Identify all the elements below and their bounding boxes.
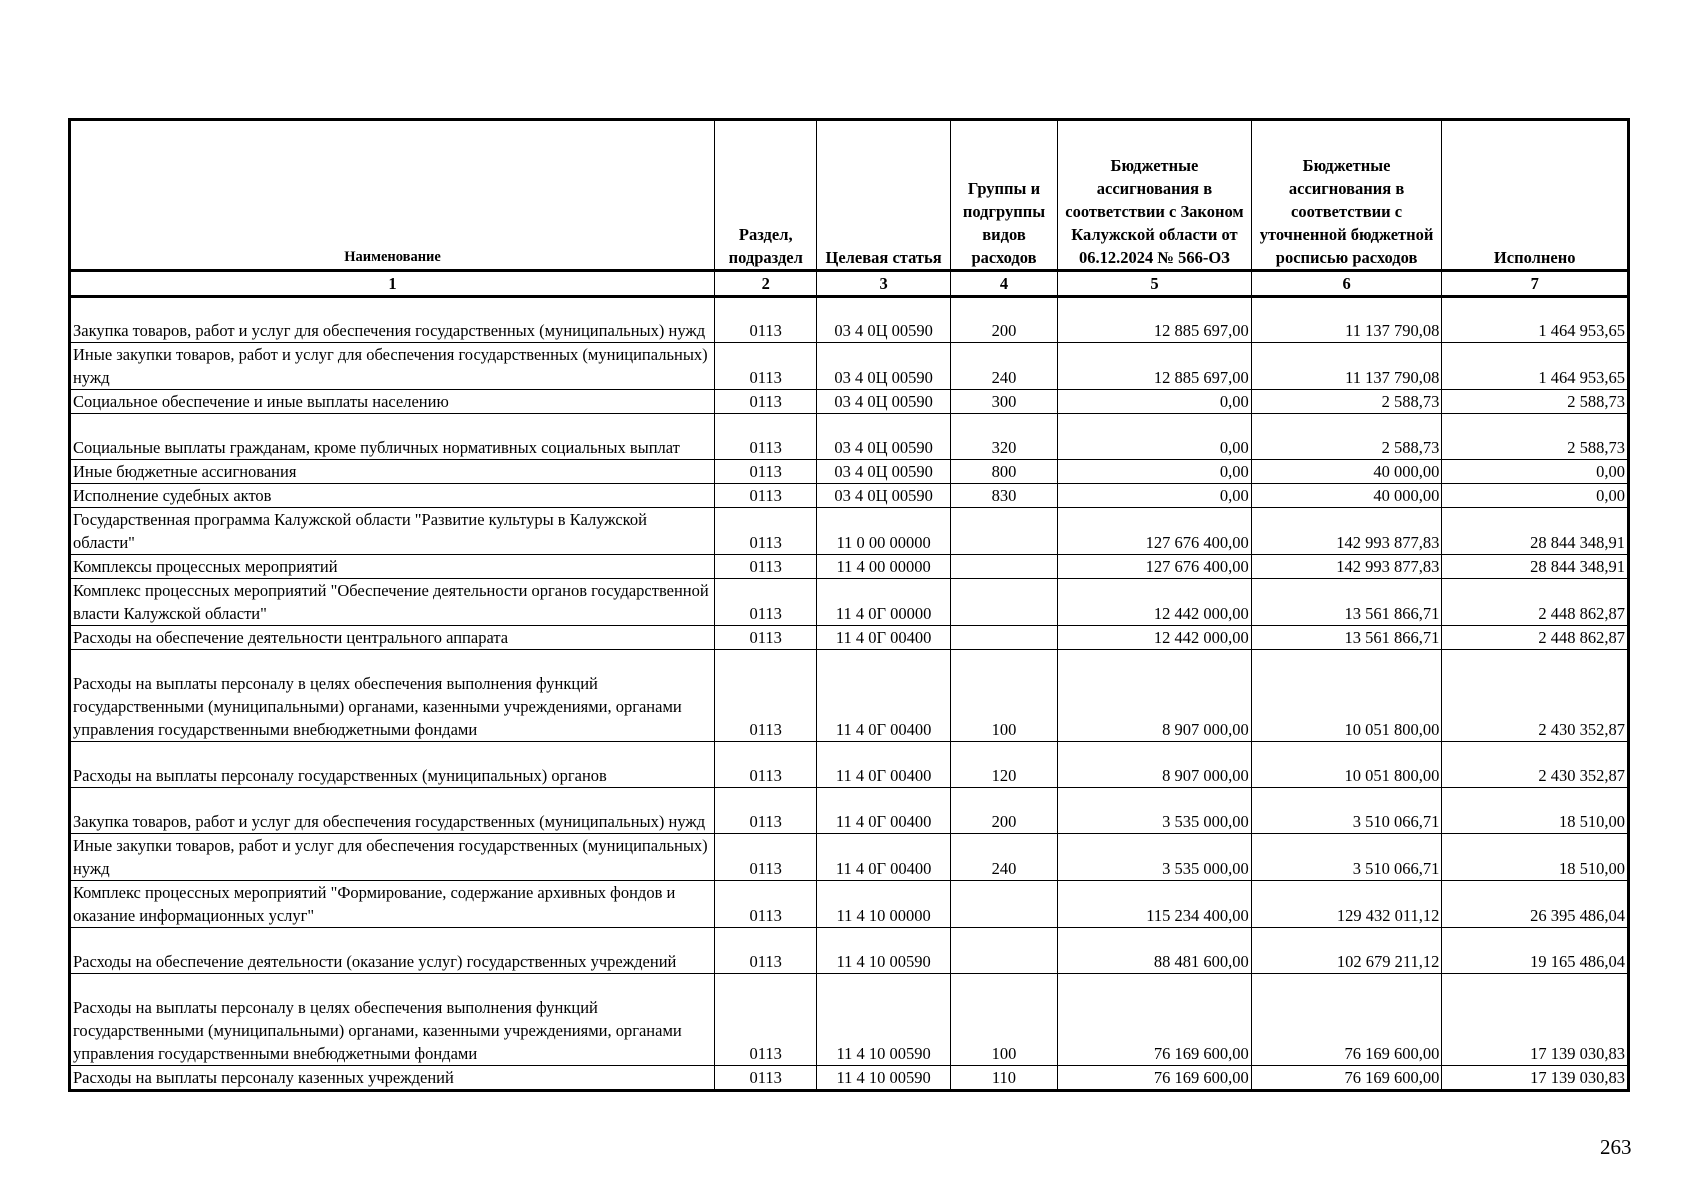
row-expense-group: 100 <box>950 650 1057 742</box>
row-target-article: 03 4 0Ц 00590 <box>817 414 950 460</box>
row-refined-amount: 142 993 877,83 <box>1251 555 1442 579</box>
row-refined-amount: 40 000,00 <box>1251 460 1442 484</box>
column-number: 6 <box>1251 271 1442 297</box>
row-name: Социальное обеспечение и иные выплаты населению <box>70 390 715 414</box>
row-target-article: 11 4 0Г 00400 <box>817 650 950 742</box>
row-executed-amount: 2 588,73 <box>1442 414 1629 460</box>
row-target-article: 03 4 0Ц 00590 <box>817 390 950 414</box>
row-target-article: 03 4 0Ц 00590 <box>817 484 950 508</box>
table-row <box>70 974 1629 1066</box>
column-number: 2 <box>715 271 817 297</box>
row-expense-group <box>950 579 1057 626</box>
row-law-amount: 3 535 000,00 <box>1058 788 1252 834</box>
row-executed-amount: 18 510,00 <box>1442 834 1629 881</box>
table-row <box>70 1066 1629 1091</box>
row-refined-amount: 3 510 066,71 <box>1251 834 1442 881</box>
row-refined-amount: 76 169 600,00 <box>1251 1066 1442 1091</box>
header-section: Раздел, подраздел <box>715 120 817 271</box>
row-executed-amount: 17 139 030,83 <box>1442 974 1629 1066</box>
column-number: 7 <box>1442 271 1629 297</box>
row-law-amount: 3 535 000,00 <box>1058 834 1252 881</box>
row-section: 0113 <box>715 928 817 974</box>
row-law-amount: 0,00 <box>1058 414 1252 460</box>
row-refined-amount: 76 169 600,00 <box>1251 974 1442 1066</box>
row-section: 0113 <box>715 579 817 626</box>
row-section: 0113 <box>715 297 817 343</box>
budget-table <box>68 118 1630 1092</box>
row-executed-amount: 2 430 352,87 <box>1442 650 1629 742</box>
row-name: Расходы на выплаты персоналу в целях обеспечения выполнения функций государственными (муниципальными) органами, казенными учреждениями, органами управления государственными внебюджетными фондами <box>70 650 715 742</box>
row-name: Исполнение судебных актов <box>70 484 715 508</box>
row-name: Расходы на выплаты персоналу государственных (муниципальных) органов <box>70 742 715 788</box>
row-refined-amount: 3 510 066,71 <box>1251 788 1442 834</box>
row-name: Закупка товаров, работ и услуг для обеспечения государственных (муниципальных) нужд <box>70 297 715 343</box>
column-number: 4 <box>950 271 1057 297</box>
row-target-article: 11 4 10 00590 <box>817 1066 950 1091</box>
row-executed-amount: 0,00 <box>1442 484 1629 508</box>
row-executed-amount: 2 588,73 <box>1442 390 1629 414</box>
row-law-amount: 12 442 000,00 <box>1058 579 1252 626</box>
table-row <box>70 928 1629 974</box>
row-refined-amount: 11 137 790,08 <box>1251 297 1442 343</box>
table-row <box>70 626 1629 650</box>
table-row <box>70 555 1629 579</box>
row-expense-group: 120 <box>950 742 1057 788</box>
row-refined-amount: 2 588,73 <box>1251 414 1442 460</box>
row-target-article: 03 4 0Ц 00590 <box>817 460 950 484</box>
table-row <box>70 508 1629 555</box>
row-executed-amount: 19 165 486,04 <box>1442 928 1629 974</box>
row-law-amount: 76 169 600,00 <box>1058 1066 1252 1091</box>
table-row <box>70 650 1629 742</box>
row-expense-group <box>950 928 1057 974</box>
row-section: 0113 <box>715 460 817 484</box>
row-expense-group: 300 <box>950 390 1057 414</box>
row-section: 0113 <box>715 742 817 788</box>
table-row <box>70 460 1629 484</box>
row-section: 0113 <box>715 343 817 390</box>
row-name: Расходы на выплаты персоналу казенных учреждений <box>70 1066 715 1091</box>
row-refined-amount: 102 679 211,12 <box>1251 928 1442 974</box>
row-name: Иные бюджетные ассигнования <box>70 460 715 484</box>
row-section: 0113 <box>715 1066 817 1091</box>
row-target-article: 11 4 0Г 00400 <box>817 788 950 834</box>
row-target-article: 11 4 0Г 00400 <box>817 834 950 881</box>
row-name: Иные закупки товаров, работ и услуг для обеспечения государственных (муниципальных) нужд <box>70 834 715 881</box>
row-law-amount: 0,00 <box>1058 390 1252 414</box>
row-target-article: 11 0 00 00000 <box>817 508 950 555</box>
row-target-article: 03 4 0Ц 00590 <box>817 343 950 390</box>
row-target-article: 11 4 10 00000 <box>817 881 950 928</box>
row-expense-group: 200 <box>950 297 1057 343</box>
column-number: 3 <box>817 271 950 297</box>
row-expense-group <box>950 626 1057 650</box>
header-refined: Бюджетные ассигнования в соответствии с уточненной бюджетной росписью расходов <box>1251 120 1442 271</box>
row-refined-amount: 10 051 800,00 <box>1251 742 1442 788</box>
row-executed-amount: 2 448 862,87 <box>1442 579 1629 626</box>
row-expense-group: 320 <box>950 414 1057 460</box>
row-law-amount: 8 907 000,00 <box>1058 742 1252 788</box>
column-number: 5 <box>1058 271 1252 297</box>
row-executed-amount: 1 464 953,65 <box>1442 297 1629 343</box>
row-expense-group: 100 <box>950 974 1057 1066</box>
row-expense-group: 800 <box>950 460 1057 484</box>
row-executed-amount: 17 139 030,83 <box>1442 1066 1629 1091</box>
row-refined-amount: 142 993 877,83 <box>1251 508 1442 555</box>
row-law-amount: 8 907 000,00 <box>1058 650 1252 742</box>
row-name: Расходы на обеспечение деятельности (оказание услуг) государственных учреждений <box>70 928 715 974</box>
row-expense-group: 240 <box>950 343 1057 390</box>
table-row <box>70 742 1629 788</box>
row-law-amount: 88 481 600,00 <box>1058 928 1252 974</box>
row-name: Расходы на обеспечение деятельности центрального аппарата <box>70 626 715 650</box>
header-row <box>70 120 1629 271</box>
row-target-article: 11 4 0Г 00400 <box>817 626 950 650</box>
row-name: Иные закупки товаров, работ и услуг для обеспечения государственных (муниципальных) нужд <box>70 343 715 390</box>
row-refined-amount: 13 561 866,71 <box>1251 579 1442 626</box>
table-row <box>70 390 1629 414</box>
row-law-amount: 12 885 697,00 <box>1058 343 1252 390</box>
row-name: Социальные выплаты гражданам, кроме публичных нормативных социальных выплат <box>70 414 715 460</box>
row-law-amount: 115 234 400,00 <box>1058 881 1252 928</box>
row-law-amount: 12 442 000,00 <box>1058 626 1252 650</box>
row-target-article: 11 4 10 00590 <box>817 928 950 974</box>
row-executed-amount: 2 430 352,87 <box>1442 742 1629 788</box>
row-target-article: 11 4 0Г 00000 <box>817 579 950 626</box>
row-section: 0113 <box>715 555 817 579</box>
row-section: 0113 <box>715 834 817 881</box>
column-number-row <box>70 271 1629 297</box>
row-law-amount: 0,00 <box>1058 460 1252 484</box>
row-refined-amount: 13 561 866,71 <box>1251 626 1442 650</box>
row-expense-group <box>950 881 1057 928</box>
row-section: 0113 <box>715 414 817 460</box>
page-number: 263 <box>1600 1135 1632 1159</box>
row-section: 0113 <box>715 508 817 555</box>
row-refined-amount: 10 051 800,00 <box>1251 650 1442 742</box>
row-target-article: 11 4 10 00590 <box>817 974 950 1066</box>
row-law-amount: 127 676 400,00 <box>1058 555 1252 579</box>
row-expense-group <box>950 508 1057 555</box>
row-section: 0113 <box>715 881 817 928</box>
row-law-amount: 0,00 <box>1058 484 1252 508</box>
row-refined-amount: 40 000,00 <box>1251 484 1442 508</box>
row-executed-amount: 18 510,00 <box>1442 788 1629 834</box>
row-section: 0113 <box>715 650 817 742</box>
row-target-article: 03 4 0Ц 00590 <box>817 297 950 343</box>
row-executed-amount: 1 464 953,65 <box>1442 343 1629 390</box>
row-law-amount: 12 885 697,00 <box>1058 297 1252 343</box>
header-law: Бюджетные ассигнования в соответствии с Законом Калужской области от 06.12.2024 № 566-ОЗ <box>1058 120 1252 271</box>
row-section: 0113 <box>715 788 817 834</box>
row-name: Комплекс процессных мероприятий "Формирование, содержание архивных фондов и оказание информационных услуг" <box>70 881 715 928</box>
table-row <box>70 834 1629 881</box>
row-expense-group: 110 <box>950 1066 1057 1091</box>
table-row <box>70 297 1629 343</box>
row-target-article: 11 4 0Г 00400 <box>817 742 950 788</box>
header-group: Группы и подгруппы видов расходов <box>950 120 1057 271</box>
header-target: Целевая статья <box>817 120 950 271</box>
row-target-article: 11 4 00 00000 <box>817 555 950 579</box>
row-executed-amount: 28 844 348,91 <box>1442 555 1629 579</box>
row-executed-amount: 26 395 486,04 <box>1442 881 1629 928</box>
row-expense-group <box>950 555 1057 579</box>
row-name: Комплекс процессных мероприятий "Обеспечение деятельности органов государственной власти Калужской области" <box>70 579 715 626</box>
row-section: 0113 <box>715 626 817 650</box>
header-executed: Исполнено <box>1442 120 1629 271</box>
table-row <box>70 881 1629 928</box>
header-name: Наименование <box>70 120 715 271</box>
row-expense-group: 240 <box>950 834 1057 881</box>
row-executed-amount: 2 448 862,87 <box>1442 626 1629 650</box>
table-row <box>70 788 1629 834</box>
row-refined-amount: 11 137 790,08 <box>1251 343 1442 390</box>
row-name: Закупка товаров, работ и услуг для обеспечения государственных (муниципальных) нужд <box>70 788 715 834</box>
row-name: Государственная программа Калужской области "Развитие культуры в Калужской области" <box>70 508 715 555</box>
row-refined-amount: 129 432 011,12 <box>1251 881 1442 928</box>
row-section: 0113 <box>715 974 817 1066</box>
row-section: 0113 <box>715 390 817 414</box>
row-name: Расходы на выплаты персоналу в целях обеспечения выполнения функций государственными (муниципальными) органами, казенными учреждениями, органами управления государственными внебюджетными фондами <box>70 974 715 1066</box>
column-number: 1 <box>70 271 715 297</box>
row-section: 0113 <box>715 484 817 508</box>
row-law-amount: 127 676 400,00 <box>1058 508 1252 555</box>
row-expense-group: 830 <box>950 484 1057 508</box>
row-refined-amount: 2 588,73 <box>1251 390 1442 414</box>
table-row <box>70 414 1629 460</box>
table-row <box>70 579 1629 626</box>
row-executed-amount: 0,00 <box>1442 460 1629 484</box>
table-row <box>70 343 1629 390</box>
row-executed-amount: 28 844 348,91 <box>1442 508 1629 555</box>
row-law-amount: 76 169 600,00 <box>1058 974 1252 1066</box>
table-row <box>70 484 1629 508</box>
row-expense-group: 200 <box>950 788 1057 834</box>
row-name: Комплексы процессных мероприятий <box>70 555 715 579</box>
